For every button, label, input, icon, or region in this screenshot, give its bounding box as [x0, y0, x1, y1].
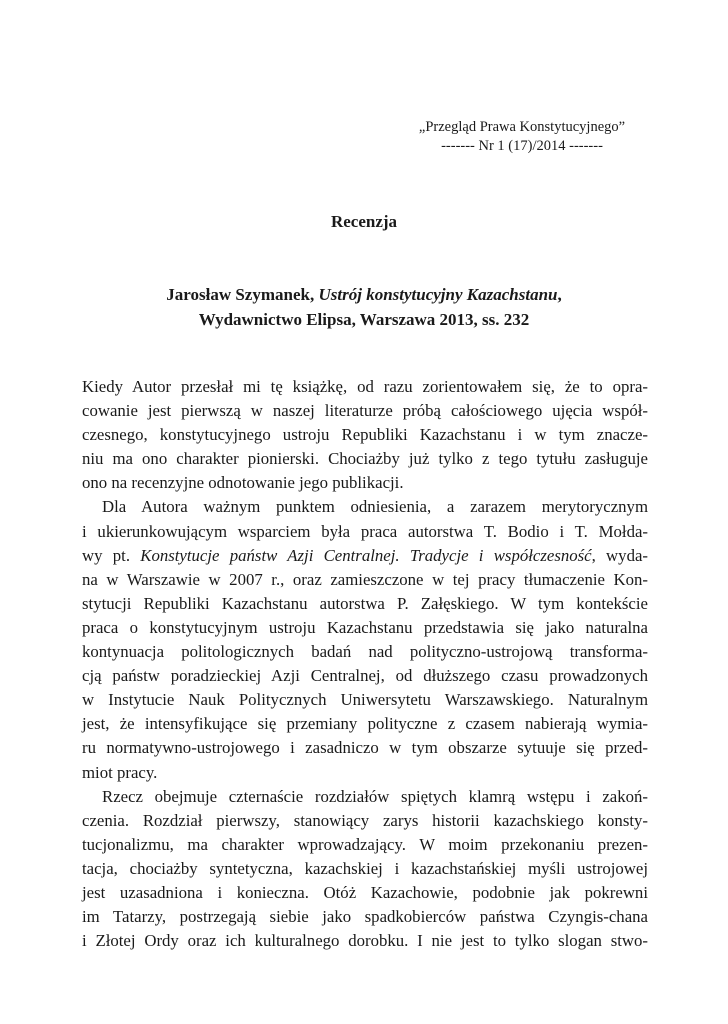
- cited-title: Konstytucje państw Azji Centralnej. Tradycje i współczesność: [140, 545, 592, 565]
- review-body: [82, 375, 648, 953]
- paragraph-1: [82, 375, 648, 495]
- paragraph-3: [82, 785, 648, 954]
- text-line: czenia. Rozdział pierwszy, stanowiący zarys historii kazachskiego konsty-: [82, 810, 648, 830]
- text-line: tacja, chociażby syntetyczna, kazachskiej i kazachstańskiej myśli ustrojowej: [82, 858, 648, 878]
- text-fragment: wy pt.: [82, 545, 141, 565]
- text-line: tucjonalizmu, ma charakter wprowadzający. W moim przekonaniu prezen-: [82, 834, 648, 854]
- journal-header: [380, 118, 664, 156]
- text-line: praca o konstytucyjnym ustroju Kazachstanu przedstawia się jako naturalna: [82, 617, 648, 637]
- text-line: w Instytucie Nauk Politycznych Uniwersytetu Warszawskiego. Naturalnym: [82, 690, 648, 710]
- text-line: miot pracy.: [82, 762, 158, 782]
- book-title: Ustrój konstytucyjny Kazachstanu: [318, 285, 558, 304]
- book-publication: Wydawnictwo Elipsa, Warszawa 2013, ss. 232: [198, 310, 530, 329]
- text-line: stytucji Republiki Kazachstanu autorstwa P. Załęskiego. W tym kontekście: [82, 593, 648, 613]
- text-line: Rzecz obejmuje czternaście rozdziałów spiętych klamrą wstępu i zakoń-: [102, 786, 648, 806]
- section-title: Recenzja: [330, 212, 398, 231]
- text-line: i ukierunkowującym wsparciem była praca autorstwa T. Bodio i T. Mołda-: [82, 521, 648, 541]
- book-title-suffix: ,: [557, 285, 562, 304]
- text-line: Kiedy Autor przesłał mi tę książkę, od razu zorientowałem się, że to opra-: [82, 377, 648, 396]
- text-line: ru normatywno-ustrojowego i zasadniczo w tym obszarze sytuuje się przed-: [82, 738, 648, 758]
- text-line: na w Warszawie w 2007 r., oraz zamieszczone w tej pracy tłumaczenie Kon-: [82, 569, 648, 589]
- text-line: cją państw poradzieckiej Azji Centralnej, od dłuższego czasu prowadzonych: [82, 666, 648, 686]
- book-author-title-line: [0, 282, 728, 307]
- text-line: im Tatarzy, postrzegają siebie jako spadkobierców państwa Czyngis-chana: [82, 907, 648, 927]
- journal-issue: ------- Nr 1 (17)/2014 -------: [441, 138, 603, 154]
- journal-name: „Przegląd Prawa Konstytucyjnego”: [418, 119, 626, 135]
- paragraph-2: [82, 495, 648, 784]
- text-line: ono na recenzyjne odnotowanie jego publikacji.: [82, 473, 404, 493]
- text-line: cowanie jest pierwszą w naszej literaturze próbą całościowego ujęcia współ-: [82, 401, 648, 421]
- text-line: jest, że intensyfikujące się przemiany polityczne z czasem nabierają wymia-: [82, 714, 648, 734]
- text-line: i Złotej Ordy oraz ich kulturalnego dorobku. I nie jest to tylko slogan stwo-: [82, 931, 648, 951]
- text-fragment: , wyda-: [591, 545, 648, 565]
- text-line: niu ma ono charakter pionierski. Chociażby już tylko z tego tytułu zasługuje: [82, 449, 648, 469]
- text-line: kontynuacja politologicznych badań nad polityczno-ustrojową transforma-: [82, 642, 648, 662]
- text-line: jest uzasadniona i konieczna. Otóż Kazachowie, podobnie jak pokrewni: [82, 882, 648, 902]
- book-author: Jarosław Szymanek,: [166, 285, 319, 304]
- text-line: czesnego, konstytucyjnego ustroju Republiki Kazachstanu i w tym znacze-: [82, 425, 648, 445]
- text-line-with-italic: [82, 544, 648, 568]
- book-reference: [0, 282, 728, 332]
- text-line: Dla Autora ważnym punktem odniesienia, a zarazem merytorycznym: [102, 497, 648, 517]
